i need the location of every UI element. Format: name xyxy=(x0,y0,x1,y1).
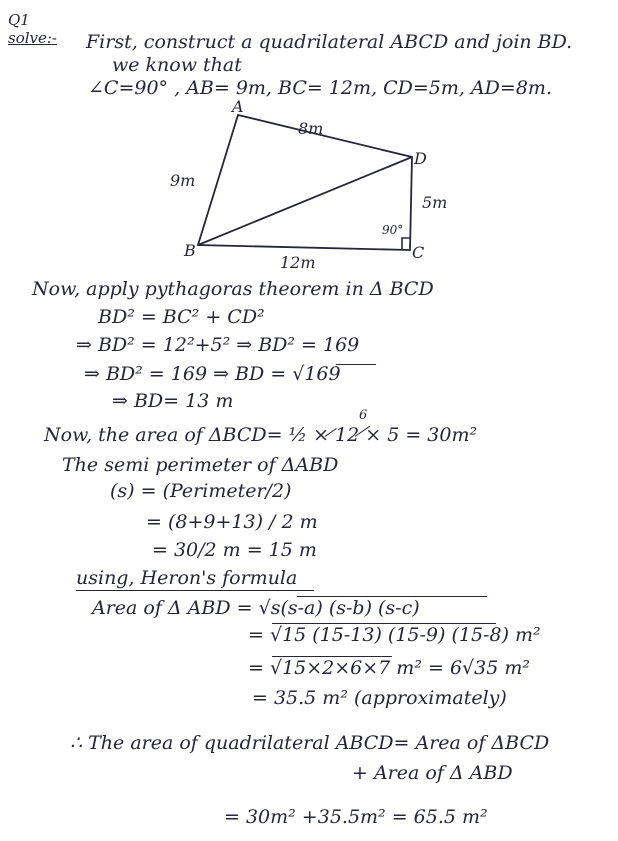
line-s-definition: (s) = (Perimeter/2) xyxy=(110,480,292,502)
line-area-abd-product: = √15×2×6×7 m² = 6√35 m² xyxy=(248,657,530,679)
line-s-sum: = (8+9+13) / 2 m xyxy=(146,511,318,533)
line-area-abd-formula: Area of Δ ABD = √s(s-a) (s-b) (s-c) xyxy=(92,597,420,619)
diagonal-bd xyxy=(198,157,412,245)
line-area-bcd: Now, the area of ΔBCD= ½ × 12 × 5 = 30m² xyxy=(44,424,478,446)
line-herons-formula: using, Heron's formula xyxy=(76,567,298,589)
line-apply-pythagoras: Now, apply pythagoras theorem in Δ BCD xyxy=(32,278,434,300)
sqrt-169-bar xyxy=(336,364,376,365)
herons-underline xyxy=(76,590,314,591)
vertex-a-label: A xyxy=(232,97,244,116)
side-ab-label: 9m xyxy=(170,171,196,190)
line-given-values: ∠C=90° , AB= 9m, BC= 12m, CD=5m, AD=8m. xyxy=(88,77,552,99)
line-plus-area-abd: + Area of Δ ABD xyxy=(352,762,513,784)
vertex-c-label: C xyxy=(412,243,425,262)
line-construct: First, construct a quadrilateral ABCD and join BD. xyxy=(86,31,573,53)
line-area-abd-approx: = 35.5 m² (approximately) xyxy=(252,687,507,709)
quadrilateral-figure xyxy=(170,97,470,275)
line-area-quadrilateral: ∴ The area of quadrilateral ABCD= Area of ΔBCD xyxy=(70,732,550,754)
line-bd-substitute: ⇒ BD² = 12²+5² ⇒ BD² = 169 xyxy=(76,334,360,356)
line-bd-result: ⇒ BD= 13 m xyxy=(112,390,234,412)
angle-c-label: 90° xyxy=(382,223,404,237)
line-we-know: we know that xyxy=(112,54,242,76)
solve-label: solve:- xyxy=(8,29,57,47)
vertex-d-label: D xyxy=(414,149,427,168)
cancel-mark-6: 6 xyxy=(359,408,368,423)
line-s-result: = 30/2 m = 15 m xyxy=(152,539,317,561)
side-cd-label: 5m xyxy=(422,193,448,212)
line-bd-squared: BD² = BC² + CD² xyxy=(98,306,265,328)
sqrt-formula-bar xyxy=(297,596,487,597)
question-label: Q1 xyxy=(8,11,30,29)
line-final-answer: = 30m² +35.5m² = 65.5 m² xyxy=(224,806,488,828)
vertex-b-label: B xyxy=(184,241,196,260)
line-semi-perimeter: The semi perimeter of ΔABD xyxy=(62,454,339,476)
right-angle-mark xyxy=(402,238,410,250)
sqrt-substitute-bar xyxy=(272,623,496,624)
line-area-abd-substitute: = √15 (15-13) (15-9) (15-8) m² xyxy=(248,624,541,646)
sqrt-product-bar xyxy=(272,656,392,657)
side-bc-label: 12m xyxy=(280,253,316,272)
side-ad-label: 8m xyxy=(298,119,324,138)
line-bd-root: ⇒ BD² = 169 ⇒ BD = √169 xyxy=(84,363,341,385)
